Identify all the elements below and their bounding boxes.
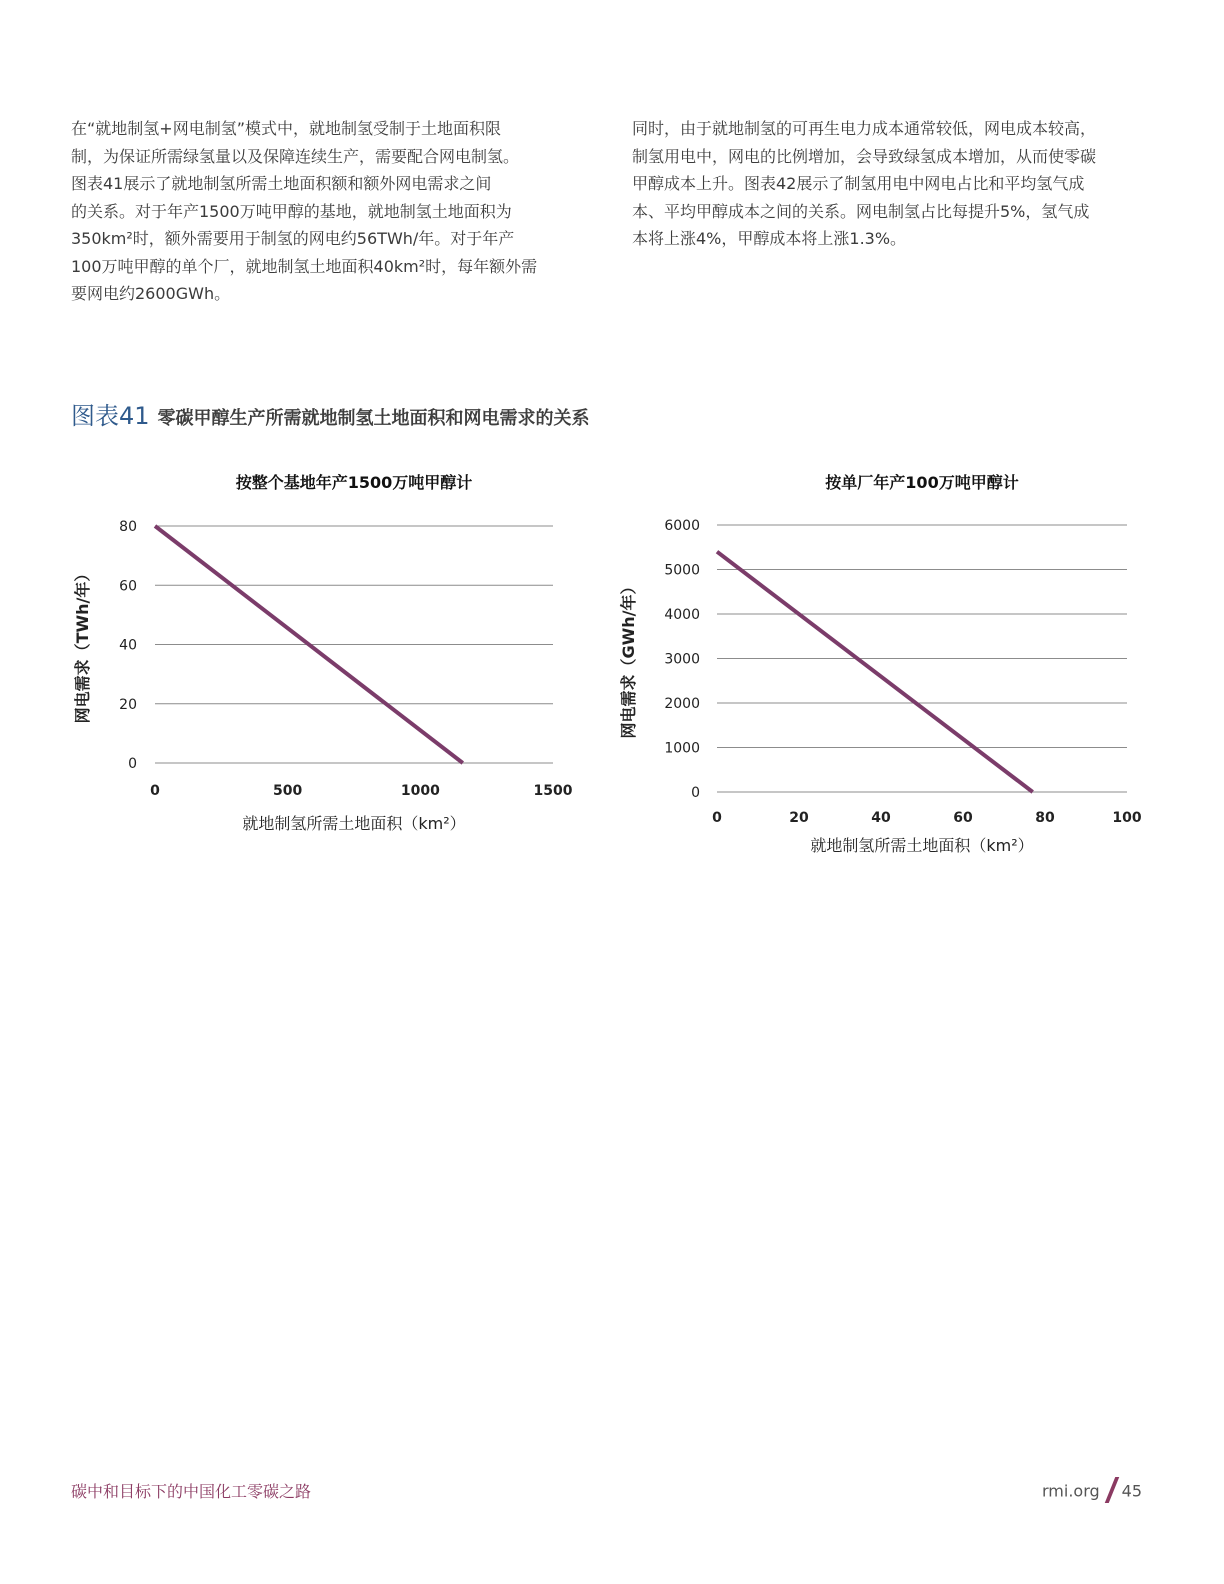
footer-site-link[interactable]: rmi.org xyxy=(1041,1481,1100,1501)
chart-single-plant xyxy=(614,462,1174,872)
chart-title: 按整个基地年产1500万吨甲醇计 xyxy=(235,473,473,492)
paragraph-line: 要网电约2600GWh。 xyxy=(71,284,231,303)
y-tick-label: 80 xyxy=(119,519,137,535)
x-tick-label: 0 xyxy=(150,783,160,799)
chart-base-plant xyxy=(60,462,600,852)
y-tick-label: 0 xyxy=(128,756,137,772)
paragraph-line: 本、平均甲醇成本之间的关系。网电制氢占比每提升5%，氢气成 xyxy=(632,201,1090,221)
y-tick-label: 0 xyxy=(691,785,700,801)
paragraph-line: 制，为保证所需绿氢量以及保障连续生产，需要配合网电制氢。 xyxy=(71,146,520,166)
paragraph-line: 制氢用电中，网电的比例增加，会导致绿氢成本增加，从而使零碳 xyxy=(632,146,1097,166)
paragraph-line: 350km²时，额外需要用于制氢的网电约56TWh/年。对于年产 xyxy=(71,229,515,248)
slash-divider-icon xyxy=(1104,1477,1119,1503)
figure-caption xyxy=(71,396,590,431)
figure-number: 图表41 xyxy=(71,402,150,430)
x-tick-label: 0 xyxy=(712,810,722,826)
footer-report-title: 碳中和目标下的中国化工零碳之路 xyxy=(71,1482,312,1501)
paragraph-line: 图表41展示了就地制氢所需土地面积额和额外网电需求之间 xyxy=(71,174,492,193)
x-tick-label: 20 xyxy=(789,810,809,826)
y-tick-label: 40 xyxy=(119,637,137,654)
y-tick-label: 20 xyxy=(119,696,137,713)
y-tick-label: 2000 xyxy=(664,696,700,712)
chart-left-svg xyxy=(60,462,600,852)
page-number: 45 xyxy=(1121,1481,1142,1501)
x-tick-label: 1000 xyxy=(400,783,440,799)
paragraph-line: 在“就地制氢+网电制氢”模式中，就地制氢受制于土地面积限 xyxy=(71,119,501,138)
y-tick-label: 60 xyxy=(119,578,137,595)
body-paragraph-right xyxy=(632,115,1144,253)
paragraph-line: 100万吨甲醇的单个厂，就地制氢土地面积40km²时，每年额外需 xyxy=(71,256,538,276)
paragraph-line: 的关系。对于年产1500万吨甲醇的基地，就地制氢土地面积为 xyxy=(71,201,512,221)
body-paragraph-left xyxy=(71,115,583,308)
x-tick-label: 500 xyxy=(273,783,303,799)
y-axis-label: 网电需求（GWh/年） xyxy=(619,578,638,739)
series-line xyxy=(717,552,1033,792)
x-tick-label: 40 xyxy=(871,810,891,826)
x-tick-label: 60 xyxy=(953,810,973,826)
paragraph-line: 同时，由于就地制氢的可再生电力成本通常较低，网电成本较高， xyxy=(632,119,1097,138)
y-tick-label: 6000 xyxy=(664,518,700,534)
paragraph-line: 本将上涨4%，甲醇成本将上涨1.3%。 xyxy=(632,229,907,248)
y-tick-label: 4000 xyxy=(664,607,700,623)
x-tick-label: 100 xyxy=(1112,810,1142,826)
footer-page-info xyxy=(1042,1479,1142,1505)
chart-title: 按单厂年产100万吨甲醇计 xyxy=(825,473,1019,492)
y-tick-label: 3000 xyxy=(664,651,700,668)
x-tick-label: 80 xyxy=(1035,810,1055,826)
paragraph-line: 甲醇成本上升。图表42展示了制氢用电中网电占比和平均氢气成 xyxy=(632,174,1085,193)
y-tick-label: 1000 xyxy=(664,740,700,757)
y-axis-label: 网电需求（TWh/年） xyxy=(73,565,92,724)
x-axis-label: 就地制氢所需土地面积（km²） xyxy=(242,814,466,833)
figure-title: 零碳甲醇生产所需就地制氢土地面积和网电需求的关系 xyxy=(157,408,590,429)
y-tick-label: 5000 xyxy=(664,562,700,579)
chart-right-svg xyxy=(614,462,1174,872)
x-axis-label: 就地制氢所需土地面积（km²） xyxy=(810,836,1034,855)
x-tick-label: 1500 xyxy=(533,783,573,799)
